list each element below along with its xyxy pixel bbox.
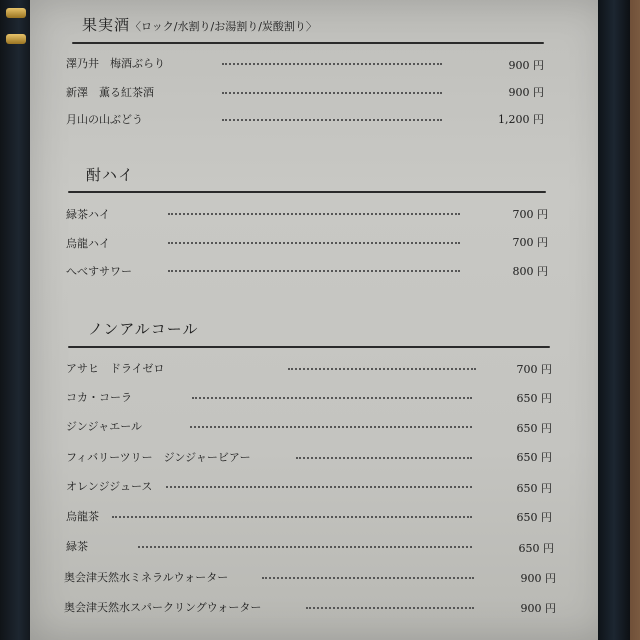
section-rule <box>68 346 550 348</box>
menu-item-name: フィバリーツリー ジンジャービアー <box>66 451 251 464</box>
leader-dots <box>296 457 472 459</box>
menu-item-name: 緑茶 <box>66 540 88 553</box>
section-title-chuhai: 酎ハイ <box>86 166 135 184</box>
menu-item-name: 奥会津天然水ミネラルウォーター <box>64 571 229 584</box>
leader-dots <box>288 368 476 370</box>
leader-dots <box>112 516 472 518</box>
menu-item-price: 650 円 <box>516 511 552 524</box>
binder-ring-icon <box>6 8 26 18</box>
menu-item-price: 900 円 <box>508 86 544 99</box>
menu-item-name: 奥会津天然水スパークリングウォーター <box>64 601 262 614</box>
menu-item-price: 650 円 <box>516 451 552 464</box>
leader-dots <box>222 119 442 121</box>
menu-item-name: アサヒ ドライゼロ <box>66 362 165 375</box>
leader-dots <box>168 242 460 244</box>
leader-dots <box>262 577 474 579</box>
menu-item-price: 650 円 <box>516 482 552 495</box>
menu-item-price: 700 円 <box>512 208 548 221</box>
menu-item-price: 700 円 <box>516 363 552 376</box>
menu-item-name: 新澤 薫る紅茶酒 <box>66 86 154 99</box>
menu-item-name: 澤乃井 梅酒ぶらり <box>66 57 165 70</box>
menu-item-name: 月山の山ぶどう <box>66 113 143 126</box>
binder-cover-right <box>598 0 630 640</box>
menu-item-price: 650 円 <box>516 392 552 405</box>
leader-dots <box>190 426 472 428</box>
section-title-fruit-liquor <box>82 14 317 35</box>
section-rule <box>68 191 546 193</box>
binder-ring-icon <box>6 34 26 44</box>
menu-item-price: 900 円 <box>520 572 556 585</box>
leader-dots <box>192 397 472 399</box>
menu-item-name: ジンジャエール <box>66 420 143 433</box>
menu-item-name: 烏龍茶 <box>66 510 99 523</box>
leader-dots <box>166 486 472 488</box>
menu-item-name: 緑茶ハイ <box>66 208 110 221</box>
section-title-text: 果実酒 <box>82 16 131 34</box>
leader-dots <box>222 92 442 94</box>
menu-item-name: へべすサワー <box>66 265 132 278</box>
menu-item-price: 650 円 <box>516 422 552 435</box>
leader-dots <box>168 270 460 272</box>
section-title-non-alcohol: ノンアルコール <box>88 320 199 338</box>
leader-dots <box>222 63 442 65</box>
menu-item-price: 900 円 <box>520 602 556 615</box>
menu-item-name: コカ・コーラ <box>66 391 132 404</box>
binder-spine-left <box>0 0 34 640</box>
menu-item-name: オレンジジュース <box>66 480 153 493</box>
leader-dots <box>138 546 472 548</box>
leader-dots <box>168 213 460 215</box>
section-subtitle: 〈ロック/水割り/お湯割り/炭酸割り〉 <box>130 20 317 33</box>
menu-item-price: 650 円 <box>518 542 554 555</box>
menu-item-price: 800 円 <box>512 265 548 278</box>
section-rule <box>72 42 544 44</box>
menu-item-price: 700 円 <box>512 236 548 249</box>
leader-dots <box>306 607 474 609</box>
menu-item-price: 900 円 <box>508 59 544 72</box>
menu-item-name: 烏龍ハイ <box>66 237 110 250</box>
menu-item-price: 1,200 円 <box>498 113 544 126</box>
